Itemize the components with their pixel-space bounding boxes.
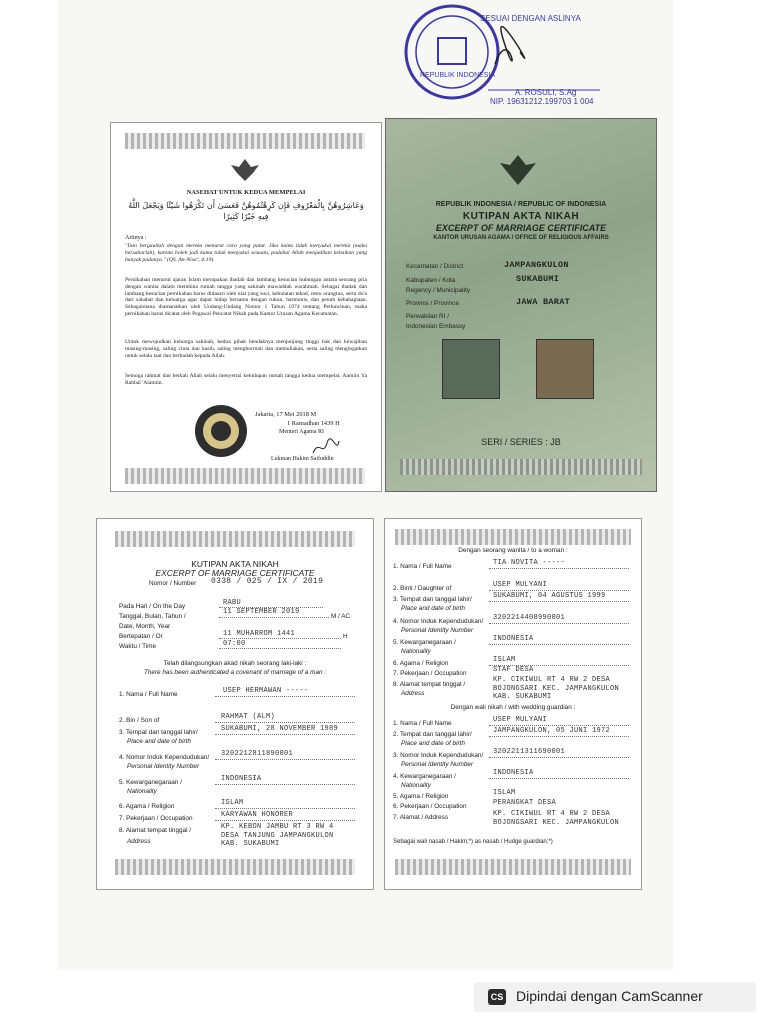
cover-row-label: Indonesian Embassy	[406, 323, 466, 330]
guardian-field-value: USEP MULYANI	[493, 716, 548, 724]
ornament-border	[125, 468, 365, 484]
groom-field-value: USEP HERMAWAN -----	[223, 687, 309, 695]
bride-photo	[536, 339, 594, 399]
excerpt-title: KUTIPAN AKTA NIKAH	[191, 559, 279, 569]
underline	[489, 644, 629, 645]
stamp-text-1: SESUAI DENGAN ASLINYA	[480, 14, 581, 23]
guardian-field-label: 5. Agama / Religion	[393, 793, 449, 800]
guardian-field-label: 1. Nama / Full Name	[393, 720, 452, 727]
ornament-border	[115, 859, 355, 875]
groom-photo	[442, 339, 500, 399]
underline	[489, 736, 629, 737]
cover-republic: REPUBLIK INDONESIA / REPUBLIC OF INDONESIA	[435, 201, 607, 208]
cover-row-label: Kabupaten / Kota	[406, 277, 456, 284]
guardian-field-label: 6. Pekerjaan / Occupation	[393, 803, 467, 810]
date-field-suffix: H	[343, 633, 348, 640]
ministry-seal-icon	[193, 403, 249, 459]
groom-field-label: 2. Bin / Son of	[119, 717, 160, 724]
groom-field-value: SUKABUMI, 28 NOVEMBER 1989	[221, 725, 339, 733]
underline	[215, 722, 355, 723]
stamp-nip: NIP. 19631212.199703 1 004	[490, 97, 594, 106]
bride-field-sublabel: Nationality	[401, 648, 431, 655]
groom-field-sublabel: Address	[127, 838, 151, 845]
bride-field-label: 7. Pekerjaan / Occupation	[393, 670, 467, 677]
bride-field-value: TIA NOVITA -----	[493, 559, 566, 567]
guardian-type-note: Sebagai wali nasab / Hakim;*) as nasab / Hudge guardian;*)	[393, 839, 553, 845]
bride-header: Dengan seorang wanita / to a woman :	[458, 547, 568, 554]
excerpt-groom-page	[96, 518, 374, 890]
guardian-field-value: ISLAM	[493, 789, 516, 797]
signature-mark	[311, 437, 341, 457]
stamp-officer-name: A. ROSULI, S.Ag	[515, 88, 577, 97]
bride-field-value: SUKABUMI, 04 AGUSTUS 1999	[493, 592, 606, 600]
ornament-border	[400, 459, 642, 475]
camscanner-watermark	[474, 982, 756, 1012]
groom-field-value: ISLAM	[221, 799, 244, 807]
groom-field-label: 8. Alamat tempat tinggal /	[119, 827, 192, 834]
guardian-header: Dengan wali nikah / with wedding guardian :	[450, 704, 576, 711]
bride-field-value: INDONESIA	[493, 635, 534, 643]
cover-row-value: JAMPANGKULON	[504, 260, 569, 270]
bride-field-label: 1. Nama / Full Name	[393, 563, 452, 570]
underline	[489, 601, 629, 602]
sign-place-date: Jakarta, 17 Mei 2018 M	[255, 411, 317, 418]
bride-field-label: 8. Alamat tempat tinggal /	[393, 681, 466, 688]
advice-page	[110, 122, 382, 492]
number-value: 0338 / 025 / IX / 2019	[211, 577, 324, 586]
cover-row-label: Kecamatan / District	[406, 263, 464, 270]
guardian-field-sublabel: Place and date of birth	[401, 740, 465, 747]
underline	[215, 734, 355, 735]
groom-field-value: KARYAWAN HONORER	[221, 811, 294, 819]
underline	[489, 725, 629, 726]
covenant-line-1: Telah dilangsungkan akad nikah seorang laki-laki :	[163, 660, 307, 667]
certificate-cover-page	[385, 118, 657, 492]
underline	[489, 757, 629, 758]
groom-field-value: RAHMAT (ALM)	[221, 713, 276, 721]
underline	[215, 759, 355, 760]
bride-field-sublabel: Place and date of birth	[401, 605, 465, 612]
date-field-suffix: M / AC	[331, 613, 351, 620]
groom-field-sublabel: Nationality	[127, 788, 157, 795]
groom-field-sublabel: Place and date of birth	[127, 738, 191, 745]
underline	[489, 778, 629, 779]
ornament-border	[115, 531, 355, 547]
underline	[215, 696, 355, 697]
guardian-field-sublabel: Nationality	[401, 782, 431, 789]
guardian-field-value: KP. CIKIWUL RT 4 RW 2 DESA BOJONGSARI KEC. JAMPANGKULON	[493, 810, 620, 827]
groom-field-label: 6. Agama / Religion	[119, 803, 175, 810]
underline	[219, 617, 329, 618]
guardian-field-value: 3202211311690001	[493, 748, 566, 756]
date-field-label: Pada Hari / On the Day	[119, 603, 186, 610]
cover-office: KANTOR URUSAN AGAMA / OFFICE OF RELIGIOUS AFFAIRS	[433, 235, 609, 241]
groom-field-label: 3. Tempat dan tanggal lahir/	[119, 729, 198, 736]
cover-subtitle: EXCERPT OF MARRIAGE CERTIFICATE	[435, 223, 607, 233]
groom-field-value: KP. KEBON JAMBU RT 3 RW 4 DESA TANJUNG JAMPANGKULON KAB. SUKABUMI	[221, 823, 334, 848]
groom-field-value: INDONESIA	[221, 775, 262, 783]
bride-field-value: 3202214408990001	[493, 614, 566, 622]
underline	[489, 623, 629, 624]
underline	[489, 568, 629, 569]
groom-field-value: 3202212811890001	[221, 750, 294, 758]
underline	[215, 808, 355, 809]
advice-paragraph-2: Untuk mewujudkan keluarga sakinah, kedua pihak hendaknya menjunjung tinggi hak dan kewajiban masing-masing, saling cinta dan kasih, saling menghormati dan memuliakan, serta saling mengingatkan untuk selalu taat dan berbadah kepada Allah.	[125, 339, 367, 359]
groom-field-label: 7. Pekerjaan / Occupation	[119, 815, 193, 822]
cover-title: KUTIPAN AKTA NIKAH	[462, 211, 580, 222]
covenant-line-2: There has been authenticated a covenant of marriage of a man :	[143, 669, 327, 676]
guardian-field-label: 7. Alamat / Address	[393, 814, 449, 821]
cover-row-label: Provinsi / Province	[406, 300, 459, 307]
guardian-field-label: 4. Kewarganegaraan /	[393, 773, 456, 780]
date-field-label: Date, Month, Year	[119, 623, 171, 630]
bride-field-label: 6. Agama / Religion	[393, 660, 449, 667]
date-field-value: 11 MUHARROM 1441	[223, 630, 296, 638]
underline	[215, 784, 355, 785]
groom-field-label: 5. Kewarganegaraan /	[119, 779, 182, 786]
cover-row-label: Perwakilan RI /	[406, 313, 449, 320]
cover-series: SERI / SERIES : JB	[481, 437, 561, 447]
bride-field-sublabel: Personal Identity Number	[401, 627, 474, 634]
date-field-label: Bertepatan / Or	[119, 633, 163, 640]
advice-quote: "Dan bergaullah dengan mereka menurut cara yang patut. Jika kamu tidak menyukai mereka (maka bersabarlah), karena boleh jadi kamu tidak menyukai sesuatu, padahal Allah menjadikan kebaikan yang banyak padanya." (QS. An-Nisa'; 4:19).	[125, 243, 367, 263]
date-field-label: Waktu / Time	[119, 643, 157, 650]
date-field-value: 07:00	[223, 640, 246, 648]
bride-field-label: 5. Kewarganegaraan /	[393, 639, 456, 646]
excerpt-bride-page	[384, 518, 642, 890]
cover-row-value: SUKABUMI	[516, 274, 560, 284]
date-field-label: Tanggal, Bulan, Tahun /	[119, 613, 186, 620]
guardian-field-value: INDONESIA	[493, 769, 534, 777]
ornament-border	[395, 859, 631, 875]
cover-row-label: Regency / Municipality	[406, 287, 470, 294]
ornament-border	[395, 529, 631, 545]
bride-field-label: 3. Tempat dan tanggal lahir/	[393, 596, 472, 603]
guardian-field-sublabel: Personal Identity Number	[401, 761, 474, 768]
underline	[215, 820, 355, 821]
date-field-value: RABU	[223, 599, 242, 607]
excerpt-subtitle: EXCERPT OF MARRIAGE CERTIFICATE	[155, 568, 315, 578]
stamp-text-2: REPUBLIK INDONESIA	[420, 72, 496, 79]
advice-paragraph-3: Semoga rahmat dan berkah Allah selalu menyertai kehidupan rumah tangga kedua mempelai. Aamiin Ya Rabbal 'Alamiin.	[125, 373, 367, 386]
date-field-value: 11 SEPTEMBER 2019	[223, 608, 300, 616]
camscanner-text: Dipindai dengan CamScanner	[516, 988, 703, 1004]
underline	[489, 590, 629, 591]
guardian-field-value: PERANGKAT DESA	[493, 799, 557, 807]
sign-hijri-date: 1 Ramadhan 1439 H	[287, 420, 340, 427]
sign-role: Menteri Agama RI	[279, 429, 324, 435]
groom-field-label: 1. Nama / Full Name	[119, 691, 178, 698]
underline	[219, 638, 341, 639]
guardian-field-label: 3. Nomor Induk Kependudukan/	[393, 752, 484, 759]
bride-field-value: KP. CIKIWUL RT 4 RW 2 DESA BOJONGSARI KEC. JAMPANGKULON KAB. SUKABUMI	[493, 676, 620, 701]
camscanner-logo-icon: CS	[488, 989, 506, 1005]
garuda-emblem-icon	[229, 157, 261, 183]
underline	[219, 648, 341, 649]
groom-field-label: 4. Nomor Induk Kependudukan/	[119, 754, 210, 761]
advice-title: NASEHAT UNTUK KEDUA MEMPELAI	[186, 189, 306, 196]
number-label: Nomor / Number	[149, 580, 197, 587]
artinya-label: Artinya :	[125, 235, 147, 241]
bride-field-label: 2. Binti / Daughter of	[393, 585, 452, 592]
signer-name: Lukman Hakim Saifuddin	[271, 456, 334, 462]
ornament-border	[125, 133, 365, 149]
groom-field-sublabel: Personal Identity Number	[127, 763, 200, 770]
guardian-field-label: 2. Tempat dan tanggal lahir/	[393, 731, 472, 738]
guardian-field-value: JAMPANGKULON, 05 JUNI 1972	[493, 727, 611, 735]
arabic-verse: وَعَاشِرُوهُنَّ بِالْمَعْرُوفِ فَإِن كَرِهْتُمُوهُنَّ فَعَسَىٰ أَن تَكْرَهُوا شَيْئًا وَيَجْعَلَ اللَّهُ فِيهِ خَيْرًا كَثِيرًا	[128, 201, 364, 221]
garuda-emblem-icon	[498, 153, 538, 187]
cover-row-value: JAWA BARAT	[516, 297, 571, 307]
advice-paragraph-1: Pernikahan menurut ajaran Islam merupakan ibadah dan lambang kesucian hubungan antara seorang pria dengan wanita dalam membina rumah tangga yang sakinah mawaddah warahmah. Sebagai ibadah dan lambang kesucian pernikahan harus didasari oleh niat yang suci, kebulatan tekad, restu orangtua, serta do'a dari sahabat dan keluarga agar dapat hidup bersama dengan rukun, harmonis, dan penuh kebahagiaan. Sebagaimana diamanatkan oleh Undang-Undang Nomor 1 Tahun 1974 tentang Perkawinan, maka pernikahan harus dicatat oleh Pegawai Pencatat Nikah pada Kantor Urusan Agama Kecamatan.	[125, 277, 367, 317]
bride-field-value: USEP MULYANI	[493, 581, 548, 589]
bride-field-sublabel: Address	[401, 690, 425, 697]
bride-field-label: 4. Nomor Induk Kependudukan/	[393, 618, 484, 625]
bride-field-value: STAF DESA	[493, 666, 534, 674]
bride-field-value: ISLAM	[493, 656, 516, 664]
